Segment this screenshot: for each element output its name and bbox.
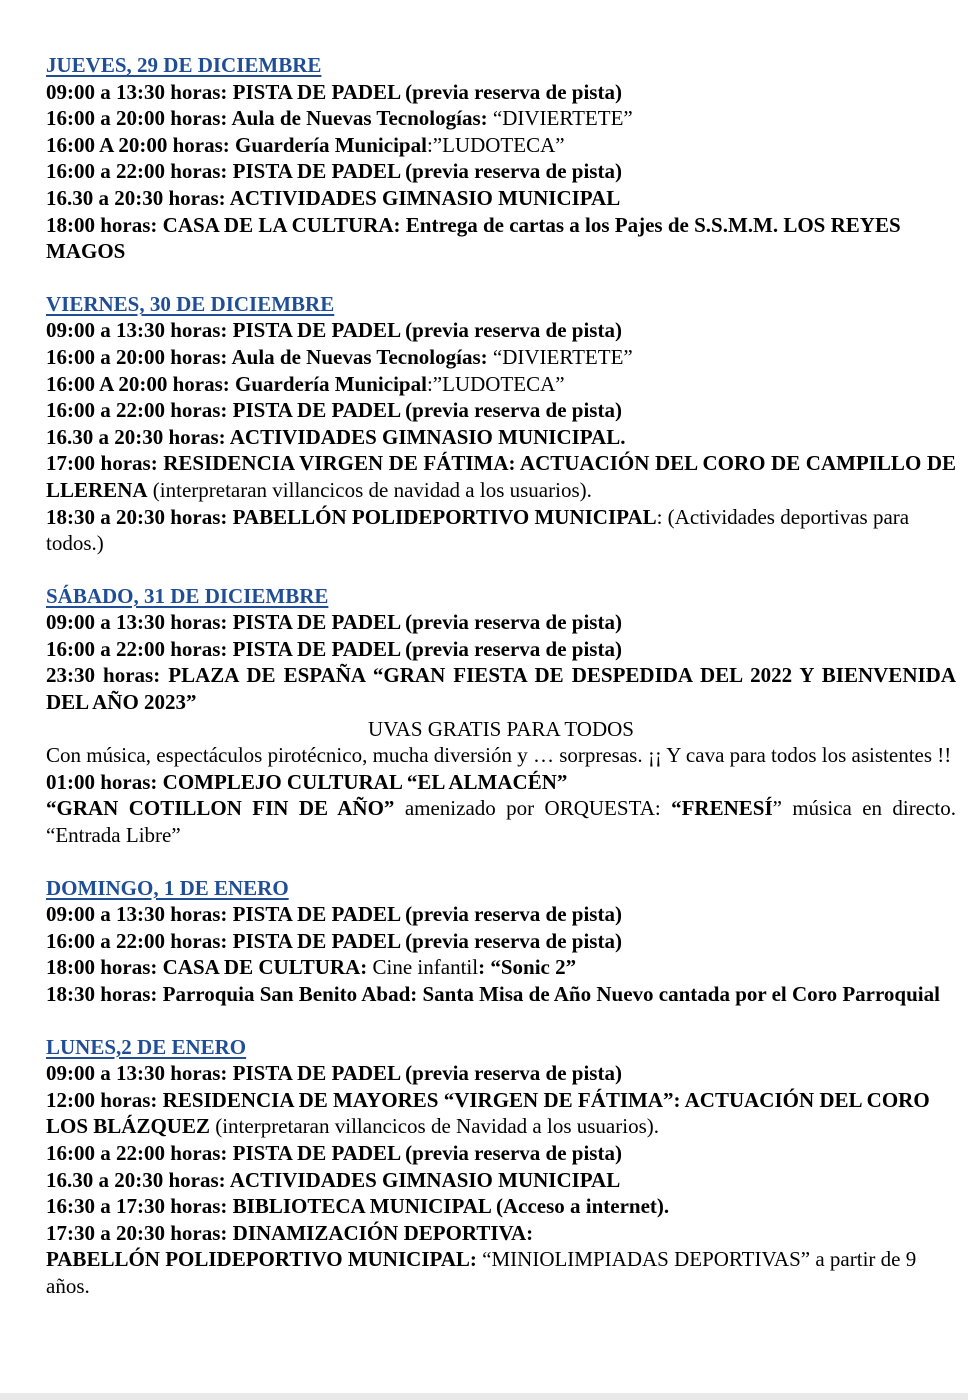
schedule-line-text: (interpretaran villancicos de navidad a los usuarios). bbox=[147, 477, 592, 502]
schedule-line: 23:30 horas: PLAZA DE ESPAÑA “GRAN FIESTA DE DESPEDIDA DEL 2022 Y BIENVENIDA DEL AÑO 2023” bbox=[46, 663, 956, 715]
day-title: JUEVES, 29 DE DICIEMBRE bbox=[46, 53, 322, 77]
schedule-line-bold: “FRENESÍ bbox=[671, 796, 773, 821]
schedule-line: 18:30 horas: Parroquia San Benito Abad: Santa Misa de Año Nuevo cantada por el Coro Parroquial bbox=[46, 982, 940, 1006]
schedule-line bbox=[46, 450, 956, 503]
schedule-line-bold: “GRAN COTILLON FIN DE AÑO” bbox=[46, 796, 395, 821]
schedule-line-bold: 16:00 a 20:00 horas: Aula de Nuevas Tecnologías: bbox=[46, 106, 488, 131]
schedule-line-text: amenizado por ORQUESTA: bbox=[394, 796, 672, 821]
schedule-line-bold: 12:00 horas: RESIDENCIA DE MAYORES “VIRGEN DE FÁTIMA”: ACTUACIÓN DEL CORO LOS BLÁZQUEZ bbox=[46, 1087, 930, 1139]
schedule-line-bold: PABELLÓN POLIDEPORTIVO MUNICIPAL: bbox=[46, 1247, 477, 1272]
schedule-line-text: (interpretaran villancicos de Navidad a los usuarios). bbox=[209, 1114, 659, 1139]
schedule-line-text: : (Actividades deportivas para todos.) bbox=[46, 504, 910, 556]
schedule-line: 01:00 horas: COMPLEJO CULTURAL “EL ALMACÉN” bbox=[46, 769, 568, 794]
schedule-line: 09:00 a 13:30 horas: PISTA DE PADEL (previa reserva de pista) bbox=[46, 318, 622, 343]
day-section-lunes bbox=[46, 1034, 956, 1300]
schedule-line-text: “DIVIERTETE” bbox=[487, 106, 633, 131]
schedule-line: 16:00 a 22:00 horas: PISTA DE PADEL (previa reserva de pista) bbox=[46, 159, 622, 184]
schedule-line: 16:00 a 22:00 horas: PISTA DE PADEL (previa reserva de pista) bbox=[46, 1140, 622, 1165]
schedule-line: 09:00 a 13:30 horas: PISTA DE PADEL (previa reserva de pista) bbox=[46, 902, 622, 927]
schedule-line bbox=[46, 1246, 956, 1299]
schedule-line: 09:00 a 13:30 horas: PISTA DE PADEL (previa reserva de pista) bbox=[46, 79, 622, 104]
schedule-line-centered: UVAS GRATIS PARA TODOS bbox=[368, 716, 634, 741]
schedule-line-bold: 18:30 a 20:30 horas: PABELLÓN POLIDEPORTIVO MUNICIPAL bbox=[46, 504, 657, 529]
schedule-line-bold: 16:00 A 20:00 horas: Guardería Municipal bbox=[46, 371, 427, 396]
schedule-line-text: “MINIOLIMPIADAS DEPORTIVAS” a partir de 9 años. bbox=[46, 1247, 917, 1298]
schedule-line-bold: : “Sonic 2” bbox=[478, 955, 577, 980]
schedule-line: 18:00 horas: CASA DE LA CULTURA: Entrega de cartas a los Pajes de S.S.M.M. LOS REYES MAGOS bbox=[46, 212, 901, 264]
day-section-sabado bbox=[46, 583, 956, 849]
schedule-line: 09:00 a 13:30 horas: PISTA DE PADEL (previa reserva de pista) bbox=[46, 1061, 622, 1086]
day-title: DOMINGO, 1 DE ENERO bbox=[46, 875, 289, 900]
day-title: VIERNES, 30 DE DICIEMBRE bbox=[46, 291, 335, 316]
schedule-line: 16:30 a 17:30 horas: BIBLIOTECA MUNICIPAL (Acceso a internet). bbox=[46, 1194, 670, 1219]
schedule-line bbox=[46, 504, 956, 557]
schedule-content bbox=[46, 52, 956, 1326]
schedule-line bbox=[46, 132, 956, 159]
schedule-line: Con música, espectáculos pirotécnico, mucha diversión y … sorpresas. ¡¡ Y cava para todos los asistentes !! bbox=[46, 743, 952, 768]
schedule-line: 09:00 a 13:30 horas: PISTA DE PADEL (previa reserva de pista) bbox=[46, 610, 622, 635]
schedule-line-bold: 16:00 a 20:00 horas: Aula de Nuevas Tecnologías: bbox=[46, 344, 488, 369]
schedule-line bbox=[46, 1087, 956, 1140]
day-section-jueves bbox=[46, 52, 956, 265]
schedule-line-text: “DIVIERTETE” bbox=[487, 344, 633, 369]
schedule-line-bold: 17:00 horas: RESIDENCIA VIRGEN DE FÁTIMA: ACTUACIÓN DEL CORO DE CAMPILLO DE LLERENA bbox=[46, 451, 956, 502]
schedule-line: 16:00 a 22:00 horas: PISTA DE PADEL (previa reserva de pista) bbox=[46, 928, 622, 953]
schedule-line: 17:30 a 20:30 horas: DINAMIZACIÓN DEPORTIVA: bbox=[46, 1220, 534, 1245]
schedule-line bbox=[46, 105, 956, 132]
schedule-line-text: :”LUDOTECA” bbox=[426, 132, 565, 157]
schedule-line: 16.30 a 20:30 horas: ACTIVIDADES GIMNASIO MUNICIPAL bbox=[46, 1167, 621, 1192]
schedule-line: 16.30 a 20:30 horas: ACTIVIDADES GIMNASIO MUNICIPAL bbox=[46, 185, 621, 210]
schedule-line bbox=[46, 371, 956, 398]
schedule-line: 16:00 a 22:00 horas: PISTA DE PADEL (previa reserva de pista) bbox=[46, 636, 622, 661]
schedule-line-text: ” música en directo. “Entrada Libre” bbox=[46, 796, 956, 848]
day-section-domingo bbox=[46, 875, 956, 1008]
schedule-line-bold: 16:00 A 20:00 horas: Guardería Municipal bbox=[46, 132, 427, 157]
day-title: LUNES,2 DE ENERO bbox=[46, 1034, 247, 1059]
schedule-line-text: :”LUDOTECA” bbox=[426, 371, 565, 396]
schedule-line bbox=[46, 795, 956, 848]
schedule-line-bold: 18:00 horas: CASA DE CULTURA: bbox=[46, 955, 368, 980]
day-title: SÁBADO, 31 DE DICIEMBRE bbox=[46, 583, 329, 608]
schedule-line: 16.30 a 20:30 horas: ACTIVIDADES GIMNASIO MUNICIPAL. bbox=[46, 424, 626, 449]
page-bottom-edge bbox=[0, 1393, 968, 1400]
schedule-line bbox=[46, 344, 956, 371]
schedule-line bbox=[46, 954, 956, 981]
day-section-viernes bbox=[46, 291, 956, 557]
schedule-line-text: Cine infantil bbox=[367, 955, 479, 980]
schedule-line: 16:00 a 22:00 horas: PISTA DE PADEL (previa reserva de pista) bbox=[46, 398, 622, 423]
